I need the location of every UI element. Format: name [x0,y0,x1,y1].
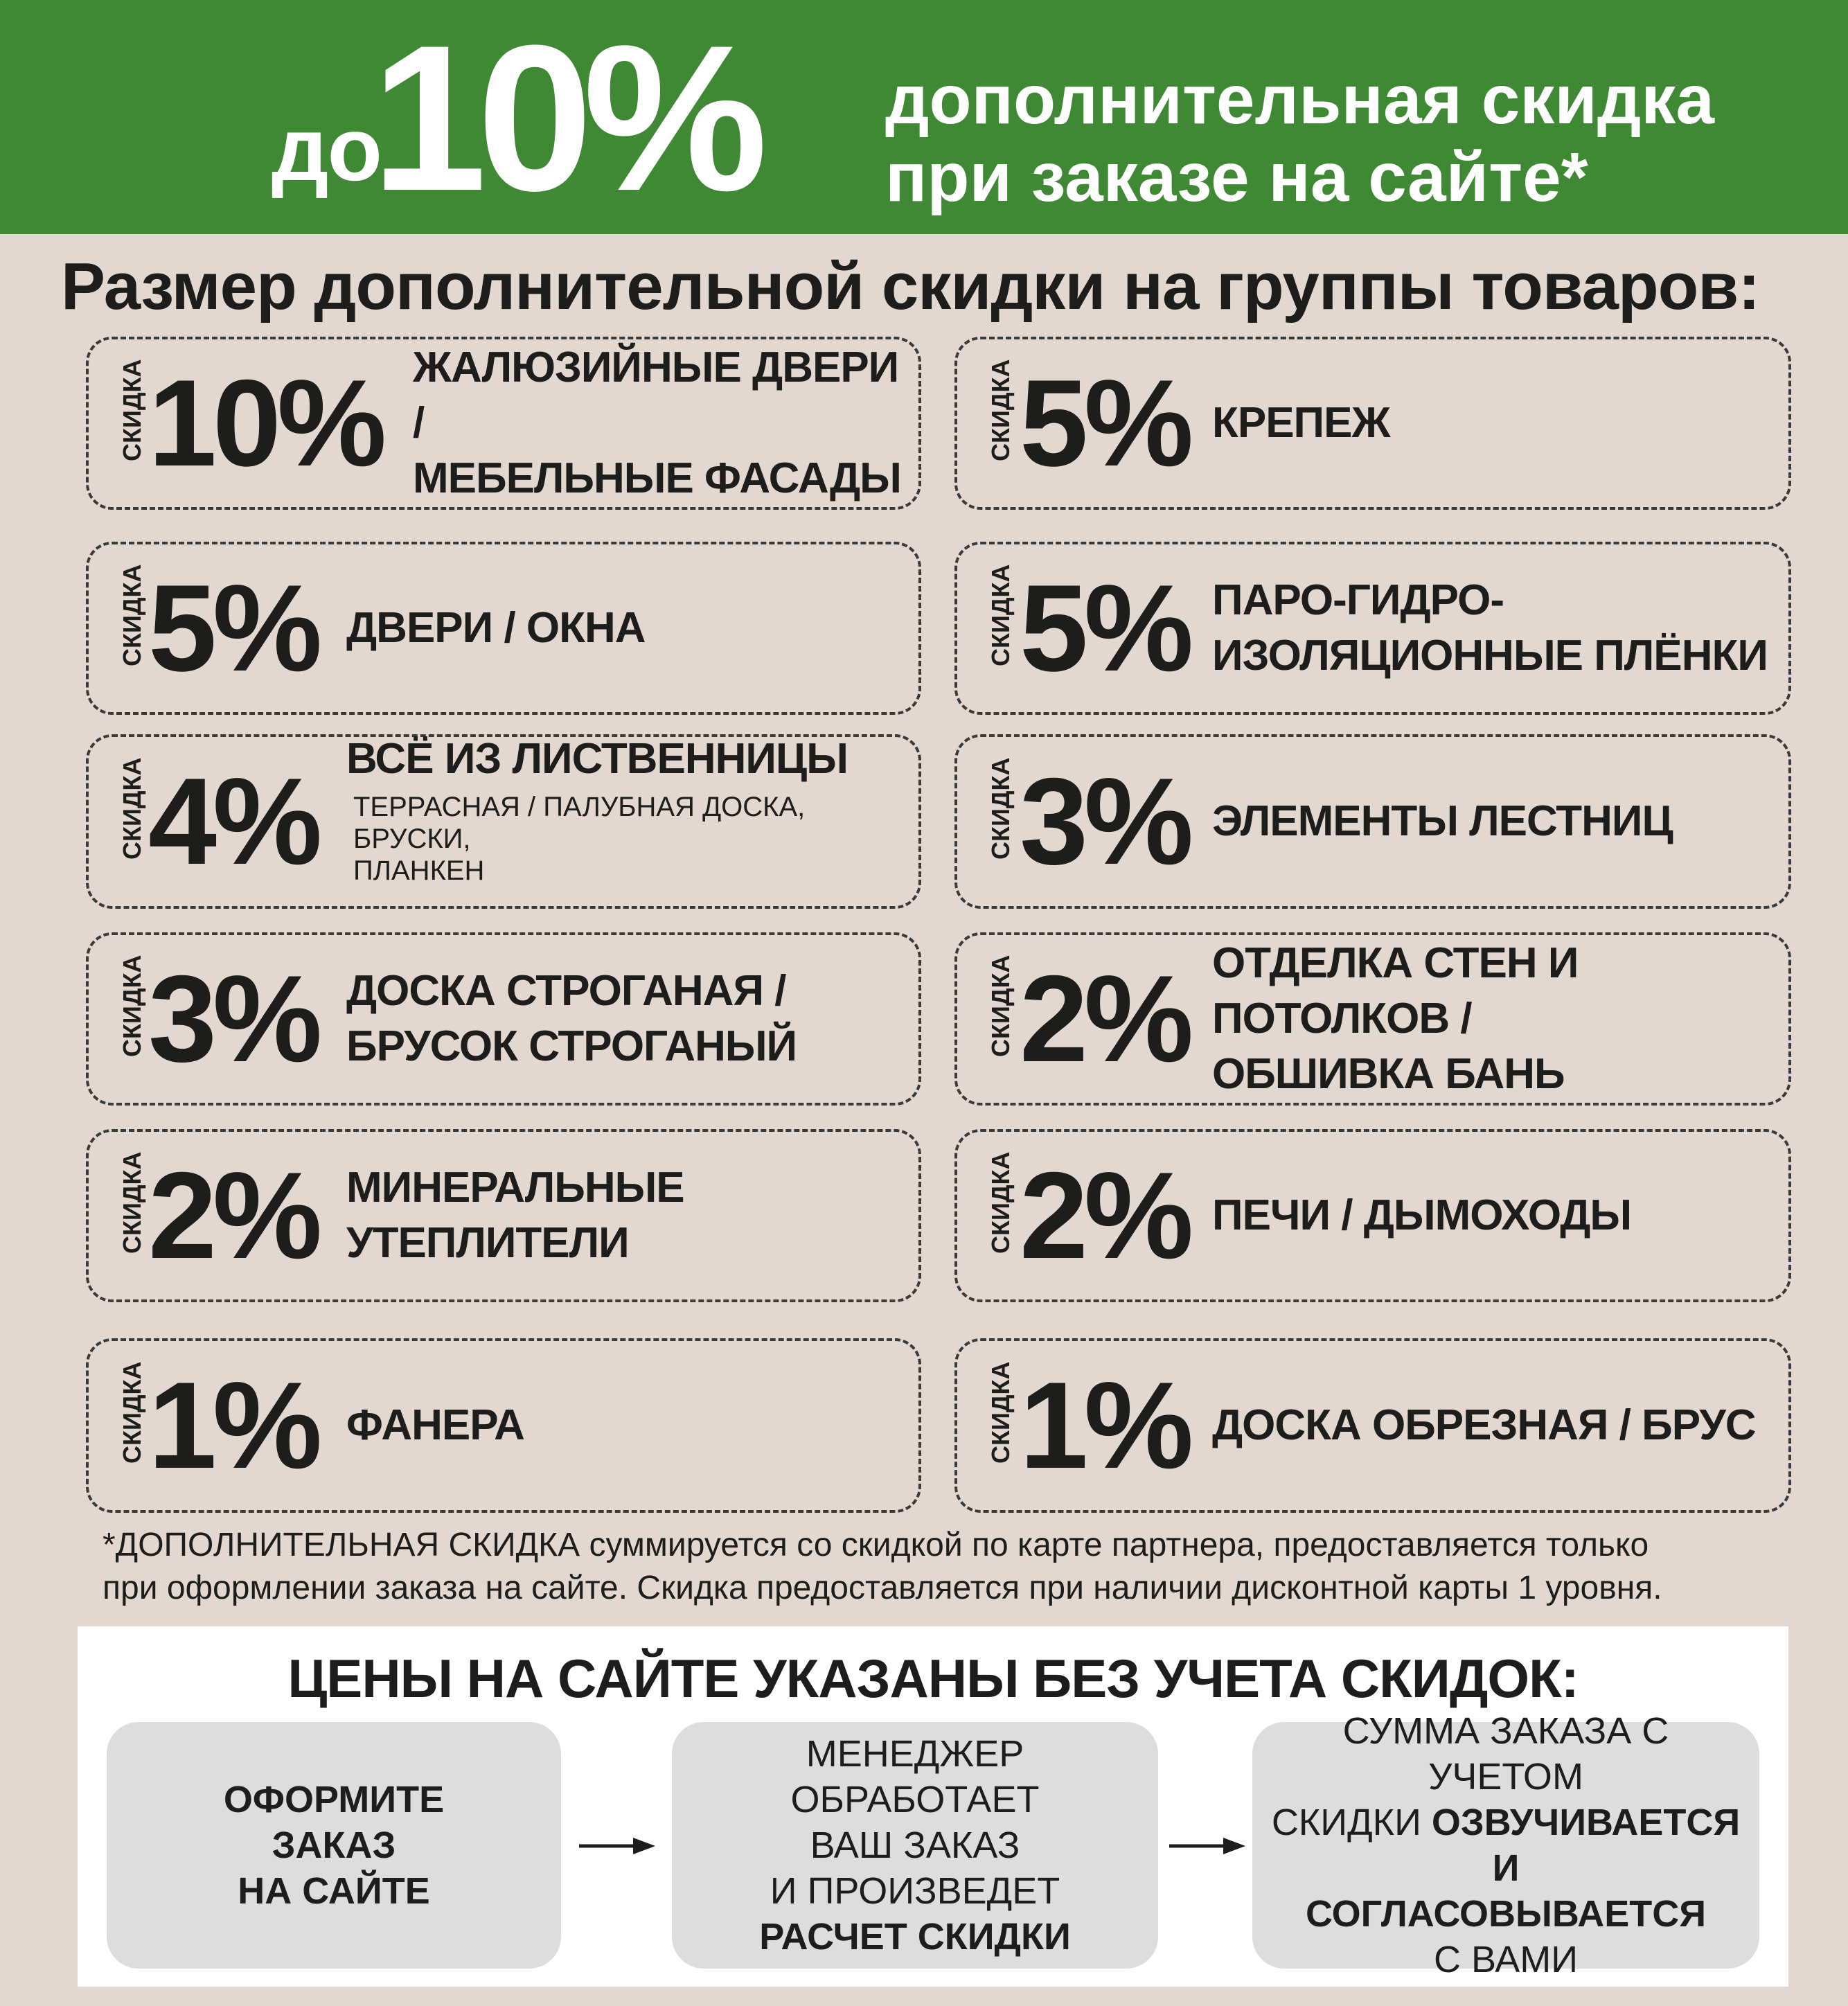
discount-percent: 3% [1020,752,1190,890]
discount-percent: 3% [148,950,319,1088]
discount-percent: 1% [1020,1356,1190,1494]
discount-category [1212,573,1768,684]
step3-line-3: СОГЛАСОВЫВАЕТСЯ [1305,1893,1707,1935]
discount-tag: СКИДКА [986,564,1015,666]
process-panel [78,1626,1788,1987]
section-title: Размер дополнительной скидки на группы товаров: [61,249,1760,323]
discount-category-label: ДОСКА ОБРЕЗНАЯ / БРУС [1212,1401,1756,1449]
discount-category-label: КРЕПЕЖ [1212,399,1390,447]
discount-category-label: ЖАЛЮЗИЙНЫЕ ДВЕРИ / МЕБЕЛЬНЫЕ ФАСАДЫ [413,344,901,502]
discount-category-label: ДВЕРИ / ОКНА [346,604,646,652]
discount-percent: 10% [148,354,383,492]
discount-category [346,601,646,656]
promo-header [0,0,1848,234]
discount-tag: СКИДКА [118,564,146,666]
discount-category [1212,1398,1756,1453]
step-manager-processes [672,1722,1158,1969]
discount-percent: 5% [148,559,319,697]
discount-card [954,932,1791,1106]
discount-category [1212,794,1673,849]
discount-tag: СКИДКА [986,955,1015,1057]
step-order-on-site [107,1722,561,1969]
discount-card [954,1338,1791,1513]
discount-category-note: ТЕРРАСНАЯ / ПАЛУБНАЯ ДОСКА, БРУСКИ, ПЛАНКЕН [353,792,806,887]
panel-title: ЦЕНЫ НА САЙТЕ УКАЗАНЫ БЕЗ УЧЕТА СКИДОК: [287,1648,1579,1709]
discount-tag: СКИДКА [986,757,1015,860]
discount-percent: 2% [1020,1146,1190,1284]
discount-card [954,734,1791,909]
discount-card [86,1338,921,1513]
discount-category-label: МИНЕРАЛЬНЫЕ УТЕПЛИТЕЛИ [346,1164,684,1267]
discount-card [86,542,921,715]
discount-category-label: ДОСКА СТРОГАНАЯ / БРУСОК СТРОГАНЫЙ [346,967,797,1070]
discount-tag: СКИДКА [986,359,1015,461]
step2-line-3: И ПРОИЗВЕДЕТ [770,1870,1060,1912]
step2-line-2: ВАШ ЗАКАЗ [810,1825,1020,1866]
discount-card [86,734,921,909]
step3-line-1: СУММА ЗАКАЗА С УЧЕТОМ [1342,1710,1669,1798]
discount-category [346,964,797,1074]
discount-card [86,932,921,1106]
discount-category-label: ВСЁ ИЗ ЛИСТВЕННИЦЫ [346,735,848,783]
discount-tag: СКИДКА [986,1361,1015,1464]
discount-tag: СКИДКА [118,1151,146,1254]
step3-line-2 [1266,1800,1745,1891]
header-caption [885,61,1714,216]
step3-line-2b: ОЗВУЧИВАЕТСЯ И [1431,1802,1741,1889]
footnote [103,1524,1779,1610]
arrow-right-icon [1169,1836,1245,1856]
discount-category [346,1398,524,1453]
discount-card [954,542,1791,715]
discount-percent: 2% [148,1146,319,1284]
discount-category-label: ЭЛЕМЕНТЫ ЛЕСТНИЦ [1212,797,1673,845]
discount-tag: СКИДКА [118,359,146,461]
footnote-line-1: *ДОПОЛНИТЕЛЬНАЯ СКИДКА суммируется со скидкой по карте партнера, предоставляется только [103,1527,1649,1563]
step2-line-4: РАСЧЕТ СКИДКИ [759,1916,1071,1958]
discount-percent: 4% [148,752,319,890]
discount-category [1212,396,1390,451]
discount-card [86,1129,921,1302]
discount-category-label: ПЕЧИ / ДЫМОХОДЫ [1212,1191,1632,1239]
discount-tag: СКИДКА [118,1361,146,1464]
footnote-line-2: при оформлении заказа на сайте. Скидка предоставляется при наличии дисконтной карты 1 уровня. [103,1570,1662,1606]
discount-category [1212,1188,1631,1243]
discount-card [954,1129,1791,1302]
step-total-agreed [1252,1710,1759,1980]
discount-tag: СКИДКА [118,757,146,860]
step1-line-2: ЗАКАЗ [272,1825,396,1866]
discount-category-label: ПАРО-ГИДРО- ИЗОЛЯЦИОННЫЕ ПЛЁНКИ [1212,576,1768,680]
step2-line-1: МЕНЕДЖЕР ОБРАБОТАЕТ [790,1733,1040,1820]
discount-category [346,1160,684,1271]
header-amount: 10% [371,1,758,234]
step1-line-3: НА САЙТЕ [238,1870,430,1912]
header-prefix: до [272,98,381,199]
header-line-2: при заказе на сайте* [885,139,1588,216]
discount-tag: СКИДКА [118,955,146,1057]
step1-line-1: ОФОРМИТЕ [223,1779,445,1820]
discount-tag: СКИДКА [986,1151,1015,1254]
discount-category-label: ФАНЕРА [346,1401,524,1449]
discount-category-label: ОТДЕЛКА СТЕН И ПОТОЛКОВ / ОБШИВКА БАНЬ [1212,939,1579,1098]
discount-percent: 2% [1020,950,1190,1088]
discount-category [413,340,918,506]
header-line-1: дополнительная скидка [885,61,1714,139]
discount-percent: 5% [1020,559,1190,697]
discount-percent: 1% [148,1356,319,1494]
arrow-right-icon [579,1836,655,1856]
discount-card [954,337,1791,510]
discount-category [1212,936,1788,1102]
step3-line-4: С ВАМИ [1433,1939,1579,1980]
discount-percent: 5% [1020,354,1190,492]
discount-category [346,731,918,887]
step3-line-2a: СКИДКИ [1271,1802,1432,1843]
discount-card [86,337,921,510]
